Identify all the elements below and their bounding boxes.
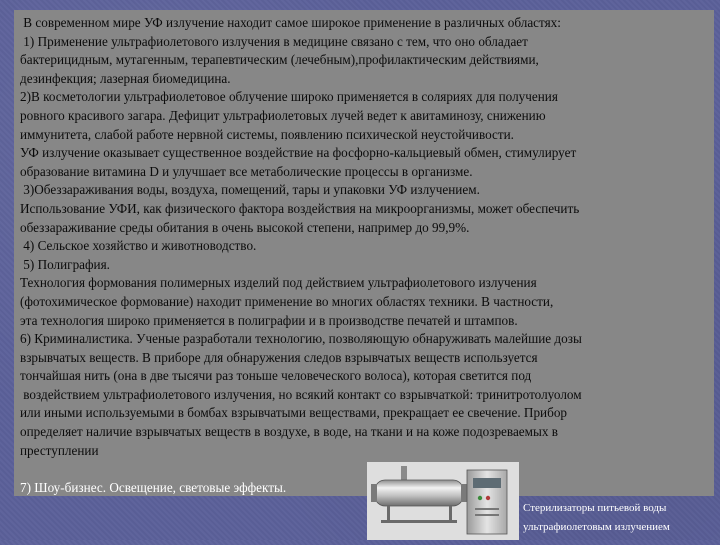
text-line: Использование УФИ, как физического фактора воздействия на микроорганизмы, может обеспечить — [20, 200, 580, 216]
text-line: (фотохимическое формование) находит применение во многих областях техники. В частности, — [20, 293, 554, 309]
text-line: иммунитета, слабой работе нервной системы, появлению психической неустойчивости. — [20, 126, 514, 142]
text-line: УФ излучение оказывает существенное воздействие на фосфорно-кальциевый обмен, стимулирует — [20, 145, 577, 161]
text-line: образование витамина D и улучшает все метаболические процессы в организме. — [20, 163, 473, 179]
text-line: 4) Сельское хозяйство и животноводство. — [20, 238, 257, 254]
text-line: 2)В косметологии ультрафиолетовое облучение широко применяется в соляриях для получения — [20, 89, 558, 105]
text-line: В современном мире УФ излучение находит самое широкое применение в различных областях: — [20, 15, 561, 30]
image-caption: Стерилизаторы питьевой воды ультрафиолетовым излучением — [523, 502, 670, 533]
text-line: воздействием ультрафиолетового излучения, но всякий контакт со взрывчаткой: тринитротолуолом — [20, 386, 582, 402]
text-line: бактерицидным, мутагенным, терапевтическим (лечебным),профилактическим действиями, — [20, 52, 539, 68]
show-business-line: 7) Шоу-бизнес. Освещение, световые эффекты. — [20, 480, 287, 495]
text-line: тончайшая нить (она в две тысячи раз тоньше человеческого волоса), которая светится под — [20, 368, 532, 384]
text-line: 3)Обеззараживания воды, воздуха, помещений, тары и упаковки УФ излучением. — [20, 182, 480, 198]
text-line: обеззараживание среды обитания в очень высокой степени, например до 99,9%. — [20, 219, 470, 235]
text-line: определяет наличие взрывчатых веществ в воздухе, в воде, на ткани и на коже подозреваемых в — [20, 424, 558, 440]
text-line: 6) Криминалистика. Ученые разработали технологию, позволяющую обнаруживать малейшие дозы — [20, 331, 582, 347]
text-line: 5) Полиграфия. — [20, 256, 110, 272]
text-line: эта технология широко применяется в полиграфии и в производстве печатей и штампов. — [20, 312, 518, 328]
uv-sterilizer-illustration — [367, 462, 519, 540]
text-line: преступлении — [20, 442, 99, 458]
uv-sterilizer-image — [367, 462, 519, 540]
text-line: или иными используемыми в бомбах взрывчатыми веществами, прекращает ее свечение. Прибор — [20, 405, 568, 421]
text-line: ровного красивого загара. Дефицит ультрафиолетовых лучей ведет к авитаминозу, снижению — [20, 107, 546, 123]
text-line: Технология формования полимерных изделий под действием ультрафиолетового излучения — [20, 275, 537, 291]
text-line: взрывчатых веществ. В приборе для обнаружения следов взрывчатых веществ используется — [20, 349, 538, 365]
body-text — [20, 14, 716, 460]
text-line: дезинфекция; лазерная биомедицина. — [20, 70, 231, 86]
text-line: 1) Применение ультрафиолетового излучения в медицине связано с тем, что оно обладает — [20, 33, 528, 49]
